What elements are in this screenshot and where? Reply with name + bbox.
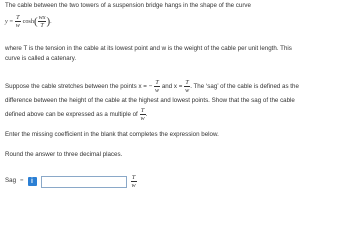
defined-line: defined above can be expressed as a multiple of $\frac{T}{w}$ .	[5, 107, 148, 122]
defined-text: defined above can be expressed as a multiple of	[5, 111, 138, 119]
formula-fraction-wx-over-t: $\frac{wx}{T}$	[38, 14, 46, 29]
answer-row	[5, 174, 137, 189]
left-paren: (	[33, 15, 38, 28]
info-icon[interactable]: i	[28, 177, 37, 186]
where-line-1: where T is the tension in the cable at its lowest point and w is the weight of the cable per unit length. This	[5, 45, 292, 52]
fraction-t-over-w-left: $\frac{T}{w}$	[154, 79, 160, 94]
sag-equals: =	[20, 177, 24, 185]
answer-fraction-t-over-w: $\frac{T}{w}$	[131, 174, 136, 189]
enter-instruction: Enter the missing coefficient in the blank that completes the expression below.	[5, 131, 219, 138]
coefficient-input[interactable]	[41, 176, 127, 188]
suppose-mid: and x =	[161, 83, 183, 91]
fraction-t-over-w-multiple: $\frac{T}{w}$	[140, 107, 145, 122]
formula-y: y	[5, 18, 8, 26]
where-line-2: curve is called a catenary.	[5, 55, 77, 62]
formula-equals: =	[9, 18, 13, 26]
formula-fraction-t-over-w: $\frac{T}{w}$	[15, 14, 20, 29]
catenary-formula: y = $\frac{T}{w}$ cosh( $\frac{wx}{T}$ ).	[5, 14, 52, 29]
intro-text: The cable between the two towers of a suspension bridge hangs in the shape of the curve	[5, 2, 251, 9]
suppose-line	[5, 79, 299, 94]
fraction-t-over-w-right: $\frac{T}{w}$	[185, 79, 190, 94]
right-paren: )	[46, 15, 51, 28]
round-instruction: Round the answer to three decimal places.	[5, 151, 123, 158]
suppose-pre: Suppose the cable stretches between the points x = −	[5, 83, 153, 91]
formula-cosh: cosh	[22, 18, 34, 26]
suppose-post: . The ‘sag’ of the cable is defined as the	[190, 83, 299, 91]
sag-label: Sag	[5, 177, 17, 185]
difference-line: difference between the height of the cable at the highest and lowest points. Show that the sag of the cable	[5, 97, 295, 104]
